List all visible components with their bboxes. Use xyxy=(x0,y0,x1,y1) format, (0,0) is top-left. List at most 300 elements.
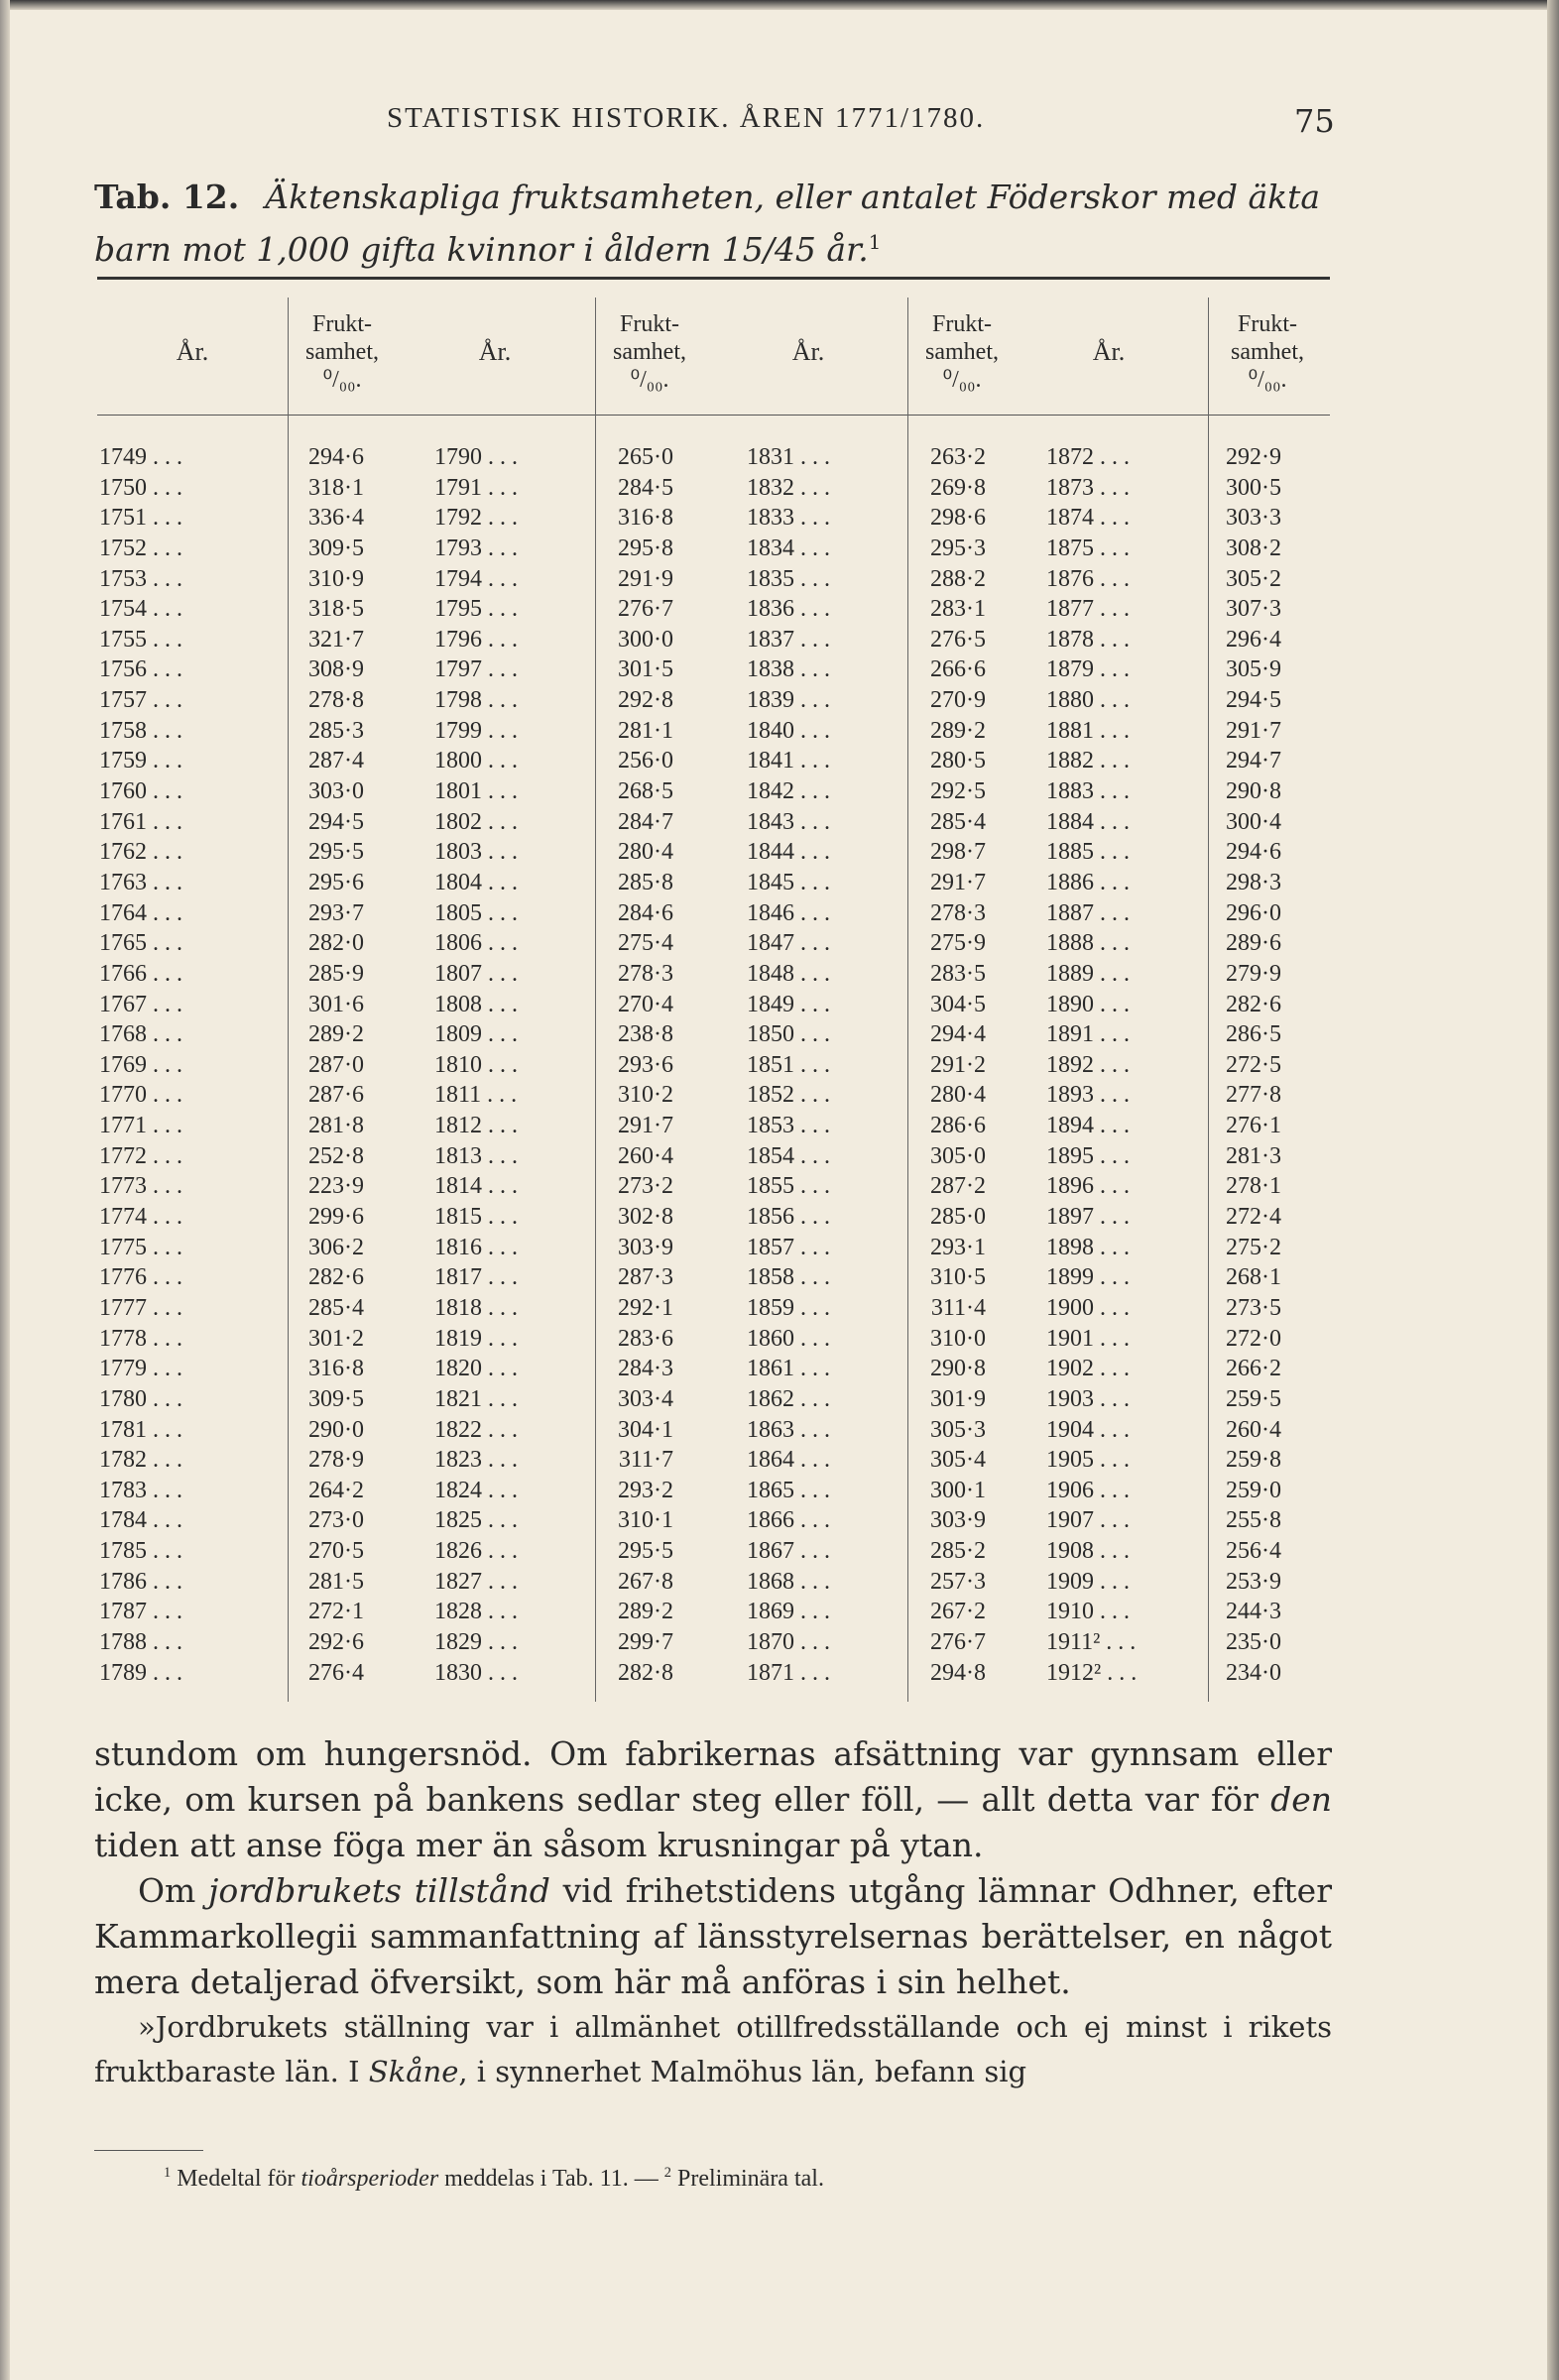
fertility-value-cell: 256·4 xyxy=(1226,1538,1281,1565)
year-cell: 1775 . . . xyxy=(99,1234,182,1260)
year-cell: 1840 . . . xyxy=(747,717,830,744)
year-cell: 1885 . . . xyxy=(1046,839,1130,866)
fertility-value-cell: 269·8 xyxy=(930,474,986,501)
table-header-rule xyxy=(97,415,1330,416)
fertility-value-cell: 301·9 xyxy=(930,1385,986,1412)
year-cell: 1872 . . . xyxy=(1046,444,1130,470)
year-cell: 1802 . . . xyxy=(434,808,518,835)
year-cell: 1843 . . . xyxy=(747,808,830,835)
p2-emphasis: jordbrukets tillstånd xyxy=(208,1871,550,1910)
fertility-value-cell: 295·8 xyxy=(618,535,673,561)
year-cell: 1844 . . . xyxy=(747,839,830,866)
header-year-label: År. xyxy=(791,337,825,366)
year-cell: 1841 . . . xyxy=(747,748,830,774)
year-cell: 1830 . . . xyxy=(434,1659,518,1686)
title-footnote-mark: 1 xyxy=(868,231,882,254)
year-cell: 1771 . . . xyxy=(99,1113,182,1139)
year-cell: 1767 . . . xyxy=(99,991,182,1017)
fertility-value-cell: 279·9 xyxy=(1226,960,1281,987)
year-cell: 1867 . . . xyxy=(747,1538,830,1565)
year-cell: 1753 . . . xyxy=(99,565,182,592)
year-cell: 1847 . . . xyxy=(747,930,830,957)
fertility-value-cell: 298·7 xyxy=(930,839,986,866)
table-row xyxy=(97,898,1330,929)
year-cell: 1883 . . . xyxy=(1046,778,1130,805)
year-cell: 1799 . . . xyxy=(434,717,518,744)
year-cell: 1893 . . . xyxy=(1046,1082,1130,1109)
year-cell: 1846 . . . xyxy=(747,899,830,926)
header-fertility-line-3: ⁰/₀₀. xyxy=(942,367,982,393)
year-cell: 1857 . . . xyxy=(747,1234,830,1260)
year-cell: 1865 . . . xyxy=(747,1477,830,1503)
year-cell: 1810 . . . xyxy=(434,1051,518,1078)
fertility-value-cell: 276·7 xyxy=(930,1628,986,1655)
table-row xyxy=(97,1141,1330,1172)
year-cell: 1863 . . . xyxy=(747,1416,830,1443)
fertility-value-cell: 276·4 xyxy=(308,1659,364,1686)
fertility-value-cell: 285·4 xyxy=(930,808,986,835)
fertility-table xyxy=(97,442,1330,1688)
fertility-value-cell: 290·0 xyxy=(308,1416,364,1443)
fertility-value-cell: 305·3 xyxy=(930,1416,986,1443)
table-row xyxy=(97,1262,1330,1293)
header-year-2 xyxy=(397,298,593,407)
year-cell: 1853 . . . xyxy=(747,1113,830,1139)
fertility-value-cell: 281·3 xyxy=(1226,1142,1281,1169)
table-row xyxy=(97,534,1330,564)
fertility-value-cell: 318·1 xyxy=(308,474,364,501)
year-cell: 1789 . . . xyxy=(99,1659,182,1686)
fertility-value-cell: 302·8 xyxy=(618,1204,673,1231)
year-cell: 1848 . . . xyxy=(747,960,830,987)
year-cell: 1854 . . . xyxy=(747,1142,830,1169)
year-cell: 1877 . . . xyxy=(1046,596,1130,623)
page-number: 75 xyxy=(1294,102,1335,140)
table-row xyxy=(97,1050,1330,1081)
year-cell: 1832 . . . xyxy=(747,474,830,501)
table-row xyxy=(97,442,1330,473)
year-cell: 1782 . . . xyxy=(99,1447,182,1474)
fertility-value-cell: 267·8 xyxy=(618,1568,673,1595)
table-row xyxy=(97,1567,1330,1598)
year-cell: 1873 . . . xyxy=(1046,474,1130,501)
page-edge-top xyxy=(0,0,1559,10)
p3-emphasis: Skåne xyxy=(368,2055,459,2088)
header-year-label: År. xyxy=(176,337,209,366)
table-row xyxy=(97,685,1330,716)
fertility-value-cell: 282·6 xyxy=(1226,991,1281,1017)
fertility-value-cell: 290·8 xyxy=(1226,778,1281,805)
table-row xyxy=(97,716,1330,747)
year-cell: 1779 . . . xyxy=(99,1356,182,1382)
year-cell: 1786 . . . xyxy=(99,1568,182,1595)
table-row xyxy=(97,1324,1330,1355)
fertility-value-cell: 285·8 xyxy=(618,869,673,895)
fertility-value-cell: 310·0 xyxy=(930,1325,986,1352)
table-row xyxy=(97,503,1330,534)
fertility-value-cell: 299·7 xyxy=(618,1628,673,1655)
table-title xyxy=(94,175,1344,273)
year-cell: 1911² . . . xyxy=(1046,1628,1137,1655)
year-cell: 1850 . . . xyxy=(747,1021,830,1048)
year-cell: 1788 . . . xyxy=(99,1628,182,1655)
year-cell: 1805 . . . xyxy=(434,899,518,926)
table-row xyxy=(97,625,1330,655)
year-cell: 1880 . . . xyxy=(1046,687,1130,714)
year-cell: 1801 . . . xyxy=(434,778,518,805)
fertility-value-cell: 294·4 xyxy=(930,1021,986,1048)
footnote-rule xyxy=(94,2150,203,2151)
year-cell: 1778 . . . xyxy=(99,1325,182,1352)
fertility-value-cell: 308·2 xyxy=(1226,535,1281,561)
page-edge-left xyxy=(0,0,10,2380)
p3-post: , i synnerhet Malmöhus län, befann sig xyxy=(458,2055,1027,2088)
fertility-value-cell: 273·0 xyxy=(308,1507,364,1534)
fertility-value-cell: 287·2 xyxy=(930,1173,986,1200)
year-cell: 1791 . . . xyxy=(434,474,518,501)
fertility-value-cell: 336·4 xyxy=(308,505,364,532)
year-cell: 1787 . . . xyxy=(99,1599,182,1625)
year-cell: 1772 . . . xyxy=(99,1142,182,1169)
fertility-value-cell: 265·0 xyxy=(618,444,673,470)
fertility-value-cell: 256·0 xyxy=(618,748,673,774)
year-cell: 1758 . . . xyxy=(99,717,182,744)
year-cell: 1815 . . . xyxy=(434,1204,518,1231)
year-cell: 1763 . . . xyxy=(99,869,182,895)
paragraph-1: stundom om hungersnöd. Om fabrikernas afsättning var gynnsam eller icke, om kursen på bankens sedlar steg eller föll, — allt detta var för den tiden att anse föga mer än såsom krusningar på ytan. xyxy=(94,1734,1332,1864)
year-cell: 1870 . . . xyxy=(747,1628,830,1655)
fertility-value-cell: 300·5 xyxy=(1226,474,1281,501)
year-cell: 1907 . . . xyxy=(1046,1507,1130,1534)
year-cell: 1912² . . . xyxy=(1046,1659,1138,1686)
fertility-value-cell: 278·3 xyxy=(930,899,986,926)
table-row xyxy=(97,1111,1330,1141)
year-cell: 1806 . . . xyxy=(434,930,518,957)
year-cell: 1896 . . . xyxy=(1046,1173,1130,1200)
year-cell: 1900 . . . xyxy=(1046,1294,1130,1321)
fertility-value-cell: 285·0 xyxy=(930,1204,986,1231)
fertility-value-cell: 264·2 xyxy=(308,1477,364,1503)
year-cell: 1765 . . . xyxy=(99,930,182,957)
year-cell: 1836 . . . xyxy=(747,596,830,623)
fertility-value-cell: 295·3 xyxy=(930,535,986,561)
year-cell: 1868 . . . xyxy=(747,1568,830,1595)
fertility-value-cell: 296·4 xyxy=(1226,626,1281,653)
year-cell: 1861 . . . xyxy=(747,1356,830,1382)
fertility-value-cell: 291·7 xyxy=(618,1113,673,1139)
header-fertility-line-2: samhet, xyxy=(925,339,999,365)
year-cell: 1825 . . . xyxy=(434,1507,518,1534)
year-cell: 1803 . . . xyxy=(434,839,518,866)
fertility-value-cell: 307·3 xyxy=(1226,596,1281,623)
year-cell: 1792 . . . xyxy=(434,505,518,532)
table-row xyxy=(97,1476,1330,1506)
fertility-value-cell: 275·2 xyxy=(1226,1234,1281,1260)
year-cell: 1777 . . . xyxy=(99,1294,182,1321)
fertility-value-cell: 294·6 xyxy=(1226,839,1281,866)
year-cell: 1839 . . . xyxy=(747,687,830,714)
year-cell: 1768 . . . xyxy=(99,1021,182,1048)
table-top-rule xyxy=(97,277,1330,280)
fertility-value-cell: 290·8 xyxy=(930,1356,986,1382)
header-fertility-line-1: Frukt- xyxy=(620,311,679,337)
fertility-value-cell: 268·1 xyxy=(1226,1264,1281,1291)
year-cell: 1827 . . . xyxy=(434,1568,518,1595)
fertility-value-cell: 260·4 xyxy=(618,1142,673,1169)
fertility-value-cell: 295·5 xyxy=(308,839,364,866)
fertility-value-cell: 278·3 xyxy=(618,960,673,987)
year-cell: 1835 . . . xyxy=(747,565,830,592)
fertility-value-cell: 295·6 xyxy=(308,869,364,895)
fertility-value-cell: 299·6 xyxy=(308,1204,364,1231)
fertility-value-cell: 293·7 xyxy=(308,899,364,926)
fertility-value-cell: 310·5 xyxy=(930,1264,986,1291)
fertility-value-cell: 321·7 xyxy=(308,626,364,653)
fertility-value-cell: 303·0 xyxy=(308,778,364,805)
fertility-value-cell: 280·4 xyxy=(618,839,673,866)
fertility-value-cell: 303·9 xyxy=(930,1507,986,1534)
year-cell: 1804 . . . xyxy=(434,869,518,895)
year-cell: 1751 . . . xyxy=(99,505,182,532)
year-cell: 1858 . . . xyxy=(747,1264,830,1291)
fertility-value-cell: 311·7 xyxy=(618,1447,673,1474)
year-cell: 1860 . . . xyxy=(747,1325,830,1352)
year-cell: 1766 . . . xyxy=(99,960,182,987)
year-cell: 1756 . . . xyxy=(99,656,182,683)
fertility-value-cell: 284·5 xyxy=(618,474,673,501)
year-cell: 1757 . . . xyxy=(99,687,182,714)
year-cell: 1828 . . . xyxy=(434,1599,518,1625)
year-cell: 1780 . . . xyxy=(99,1385,182,1412)
fertility-value-cell: 298·3 xyxy=(1226,869,1281,895)
table-row xyxy=(97,1293,1330,1324)
fertility-value-cell: 316·8 xyxy=(308,1356,364,1382)
year-cell: 1749 . . . xyxy=(99,444,182,470)
fertility-value-cell: 309·5 xyxy=(308,1385,364,1412)
fertility-value-cell: 287·0 xyxy=(308,1051,364,1078)
fertility-value-cell: 291·2 xyxy=(930,1051,986,1078)
table-row xyxy=(97,807,1330,838)
fertility-value-cell: 292·9 xyxy=(1226,444,1281,470)
year-cell: 1812 . . . xyxy=(434,1113,518,1139)
year-cell: 1783 . . . xyxy=(99,1477,182,1503)
table-row xyxy=(97,1233,1330,1263)
table-row xyxy=(97,1384,1330,1415)
year-cell: 1798 . . . xyxy=(434,687,518,714)
fertility-value-cell: 281·1 xyxy=(618,717,673,744)
page-edge-right xyxy=(1547,0,1559,2380)
header-fertility-line-1: Frukt- xyxy=(312,311,372,337)
year-cell: 1781 . . . xyxy=(99,1416,182,1443)
table-row xyxy=(97,564,1330,595)
fertility-value-cell: 276·1 xyxy=(1226,1113,1281,1139)
fertility-value-cell: 277·8 xyxy=(1226,1082,1281,1109)
header-fertility-line-3: ⁰/₀₀. xyxy=(1248,367,1287,393)
header-fertility-line-3: ⁰/₀₀. xyxy=(630,367,669,393)
year-cell: 1866 . . . xyxy=(747,1507,830,1534)
table-row xyxy=(97,1202,1330,1233)
fertility-value-cell: 275·4 xyxy=(618,930,673,957)
year-cell: 1773 . . . xyxy=(99,1173,182,1200)
year-cell: 1831 . . . xyxy=(747,444,830,470)
fertility-value-cell: 296·0 xyxy=(1226,899,1281,926)
year-cell: 1894 . . . xyxy=(1046,1113,1130,1139)
year-cell: 1811 . . . xyxy=(434,1082,518,1109)
year-cell: 1820 . . . xyxy=(434,1356,518,1382)
fertility-value-cell: 267·2 xyxy=(930,1599,986,1625)
table-row xyxy=(97,654,1330,685)
year-cell: 1906 . . . xyxy=(1046,1477,1130,1503)
year-cell: 1904 . . . xyxy=(1046,1416,1130,1443)
fertility-value-cell: 288·2 xyxy=(930,565,986,592)
year-cell: 1762 . . . xyxy=(99,839,182,866)
table-row xyxy=(97,1080,1330,1111)
table-row xyxy=(97,868,1330,898)
fertility-value-cell: 310·9 xyxy=(308,565,364,592)
p3-pre: »Jordbrukets ställning var i allmänhet otillfredsställande och ej minst i rikets fruktbaraste län. I xyxy=(94,2010,1332,2088)
fertility-value-cell: 281·8 xyxy=(308,1113,364,1139)
fertility-value-cell: 318·5 xyxy=(308,596,364,623)
table-row xyxy=(97,1171,1330,1202)
table-row xyxy=(97,594,1330,625)
year-cell: 1818 . . . xyxy=(434,1294,518,1321)
fertility-value-cell: 268·5 xyxy=(618,778,673,805)
fertility-value-cell: 291·7 xyxy=(1226,717,1281,744)
fertility-value-cell: 284·3 xyxy=(618,1356,673,1382)
fertility-value-cell: 238·8 xyxy=(618,1021,673,1048)
fertility-value-cell: 292·5 xyxy=(930,778,986,805)
fertility-value-cell: 300·0 xyxy=(618,626,673,653)
fertility-value-cell: 287·6 xyxy=(308,1082,364,1109)
header-fertility-line-1: Frukt- xyxy=(932,311,992,337)
fertility-value-cell: 283·6 xyxy=(618,1325,673,1352)
year-cell: 1888 . . . xyxy=(1046,930,1130,957)
year-cell: 1882 . . . xyxy=(1046,748,1130,774)
fertility-value-cell: 311·4 xyxy=(930,1294,986,1321)
year-cell: 1808 . . . xyxy=(434,991,518,1017)
fertility-value-cell: 272·4 xyxy=(1226,1204,1281,1231)
year-cell: 1829 . . . xyxy=(434,1628,518,1655)
year-cell: 1845 . . . xyxy=(747,869,830,895)
fertility-value-cell: 285·2 xyxy=(930,1538,986,1565)
year-cell: 1785 . . . xyxy=(99,1538,182,1565)
table-row xyxy=(97,1415,1330,1446)
table-row xyxy=(97,1445,1330,1476)
fertility-value-cell: 244·3 xyxy=(1226,1599,1281,1625)
fertility-value-cell: 280·5 xyxy=(930,748,986,774)
year-cell: 1898 . . . xyxy=(1046,1234,1130,1260)
fertility-value-cell: 300·4 xyxy=(1226,808,1281,835)
fertility-value-cell: 234·0 xyxy=(1226,1659,1281,1686)
fertility-value-cell: 276·5 xyxy=(930,626,986,653)
fertility-value-cell: 305·4 xyxy=(930,1447,986,1474)
year-cell: 1764 . . . xyxy=(99,899,182,926)
fertility-value-cell: 285·9 xyxy=(308,960,364,987)
fertility-value-cell: 223·9 xyxy=(308,1173,364,1200)
table-row xyxy=(97,928,1330,959)
year-cell: 1871 . . . xyxy=(747,1659,830,1686)
fertility-value-cell: 295·5 xyxy=(618,1538,673,1565)
year-cell: 1817 . . . xyxy=(434,1264,518,1291)
fertility-value-cell: 260·4 xyxy=(1226,1416,1281,1443)
table-row xyxy=(97,1019,1330,1050)
header-fertility-2 xyxy=(595,298,704,407)
header-year-3 xyxy=(709,298,907,407)
paragraph-3 xyxy=(94,2005,1332,2094)
year-cell: 1809 . . . xyxy=(434,1021,518,1048)
year-cell: 1750 . . . xyxy=(99,474,182,501)
table-row xyxy=(97,1354,1330,1384)
year-cell: 1774 . . . xyxy=(99,1204,182,1231)
year-cell: 1855 . . . xyxy=(747,1173,830,1200)
header-fertility-4 xyxy=(1208,298,1327,407)
fertility-value-cell: 303·3 xyxy=(1226,505,1281,532)
body-text xyxy=(94,1731,1332,2094)
year-cell: 1797 . . . xyxy=(434,656,518,683)
fertility-value-cell: 282·8 xyxy=(618,1659,673,1686)
fertility-value-cell: 305·0 xyxy=(930,1142,986,1169)
fertility-value-cell: 298·6 xyxy=(930,505,986,532)
year-cell: 1905 . . . xyxy=(1046,1447,1130,1474)
fertility-value-cell: 305·9 xyxy=(1226,656,1281,683)
fertility-value-cell: 304·5 xyxy=(930,991,986,1017)
year-cell: 1878 . . . xyxy=(1046,626,1130,653)
year-cell: 1903 . . . xyxy=(1046,1385,1130,1412)
fertility-value-cell: 292·6 xyxy=(308,1628,364,1655)
fertility-value-cell: 308·9 xyxy=(308,656,364,683)
footnote-text-1a: Medeltal för xyxy=(171,2166,301,2192)
fertility-value-cell: 263·2 xyxy=(930,444,986,470)
fertility-value-cell: 275·9 xyxy=(930,930,986,957)
fertility-value-cell: 287·4 xyxy=(308,748,364,774)
year-cell: 1837 . . . xyxy=(747,626,830,653)
fertility-value-cell: 293·2 xyxy=(618,1477,673,1503)
header-year-label: År. xyxy=(1092,337,1126,366)
fertility-value-cell: 306·2 xyxy=(308,1234,364,1260)
year-cell: 1881 . . . xyxy=(1046,717,1130,744)
table-row xyxy=(97,473,1330,504)
year-cell: 1776 . . . xyxy=(99,1264,182,1291)
fertility-value-cell: 276·7 xyxy=(618,596,673,623)
fertility-value-cell: 283·1 xyxy=(930,596,986,623)
year-cell: 1862 . . . xyxy=(747,1385,830,1412)
year-cell: 1755 . . . xyxy=(99,626,182,653)
year-cell: 1908 . . . xyxy=(1046,1538,1130,1565)
running-title: STATISTISK HISTORIK. ÅREN 1771/1780. xyxy=(387,102,986,134)
table-row xyxy=(97,959,1330,990)
fertility-value-cell: 301·2 xyxy=(308,1325,364,1352)
year-cell: 1869 . . . xyxy=(747,1599,830,1625)
fertility-value-cell: 273·5 xyxy=(1226,1294,1281,1321)
fertility-value-cell: 301·6 xyxy=(308,991,364,1017)
footnote-text-1-emphasis: tioårsperioder xyxy=(300,2166,439,2192)
year-cell: 1852 . . . xyxy=(747,1082,830,1109)
fertility-value-cell: 284·6 xyxy=(618,899,673,926)
fertility-value-cell: 259·5 xyxy=(1226,1385,1281,1412)
year-cell: 1859 . . . xyxy=(747,1294,830,1321)
fertility-value-cell: 294·6 xyxy=(308,444,364,470)
fertility-value-cell: 300·1 xyxy=(930,1477,986,1503)
year-cell: 1856 . . . xyxy=(747,1204,830,1231)
fertility-value-cell: 270·4 xyxy=(618,991,673,1017)
year-cell: 1901 . . . xyxy=(1046,1325,1130,1352)
fertility-value-cell: 293·6 xyxy=(618,1051,673,1078)
paragraph-2 xyxy=(94,1868,1332,2005)
year-cell: 1910 . . . xyxy=(1046,1599,1130,1625)
year-cell: 1761 . . . xyxy=(99,808,182,835)
year-cell: 1823 . . . xyxy=(434,1447,518,1474)
year-cell: 1884 . . . xyxy=(1046,808,1130,835)
